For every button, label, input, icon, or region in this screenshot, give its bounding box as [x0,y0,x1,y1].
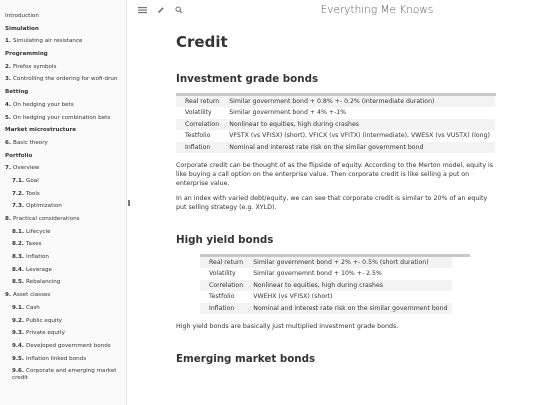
toc-item-number: 9.1. [12,304,25,311]
table-row [200,268,452,279]
toc-item-number: 9.3. [12,330,25,337]
hy-paragraph-1: High yield bonds are basically just multiplied investment grade bonds. [176,323,399,331]
toc-item-label: Basic theory [13,139,48,146]
property-name-cell: Real return [209,259,244,267]
property-name-cell: Testfolio [209,293,235,301]
ig-paragraph-2: In an index with varied debt/equity, we can see that corporate credit is similar to 20% of an equity put selling strategy (e.g. XYLD). [176,195,488,212]
property-value-cell: Nominal and interest rate risk on the similar government bond [253,304,448,312]
property-value-cell: VFSTX (vs VFISX) (short), VFICX (vs VFITX) (intermediate), VWESX (vs VUSTX) (long) [229,132,490,140]
toc-part-header [0,48,126,61]
toc-item[interactable] [0,302,126,315]
toc-item[interactable] [0,35,126,48]
toc-item-label: Firefox symbols [13,63,57,70]
page-title: Credit [176,33,228,51]
toc-item-number: 8.2. [12,241,25,248]
toc-item-number: 7. [5,165,12,172]
table-row [176,96,495,107]
toc-item-label: Lifecycle [26,228,51,235]
toc-item-label: Corporate and emerging market credit [12,368,117,381]
toc-item-number: 8.5. [12,279,25,286]
toc-item-label: Overview [13,165,40,172]
toc-item-number: 8. [5,216,12,222]
toc-item-label: Simulation [5,25,39,32]
property-name-cell: Volatility [209,270,236,278]
toc-item-number: 8.3. [12,254,25,261]
toc-item-number: 9.2. [12,317,25,324]
toc-item-label: Asset classes [13,292,51,299]
hy-table-wrapper [200,254,470,314]
toc-item-label: Goal [26,177,39,184]
toc-item-label: On hedging your combination bets [13,114,111,121]
toc-item-label: Private equity [26,330,65,337]
table-row [200,303,452,314]
table-row [200,280,452,291]
toc-part-header [0,86,126,99]
property-value-cell: Nonlinear to equities, high during crashes [253,281,383,289]
toc-item[interactable] [0,112,126,125]
table-row [176,107,495,118]
table-row [200,291,452,302]
toc-item[interactable] [0,213,126,226]
toc-part-header [0,150,126,163]
toc-item[interactable] [0,99,126,112]
ig-properties-table [176,96,495,153]
property-value-cell: VWEHX (vs VFISX) (short) [253,293,333,301]
toc-item[interactable] [0,289,126,302]
hy-properties-table [200,257,452,314]
toc-item-label: Controlling the ordering for wofi-drun [13,76,118,83]
toc-item-label: Programming [5,51,48,58]
toc-item-label: Inflation [26,254,49,261]
toc-part-header [0,23,126,36]
property-value-cell: Similar government bond + 4% +-1% [229,109,347,117]
section-heading-high-yield: High yield bonds [176,234,274,247]
table-row [176,130,495,141]
table-row [176,142,495,153]
toc-item-number: 8.4. [12,266,25,273]
toc-item[interactable] [0,73,126,86]
toc-item[interactable] [0,61,126,74]
toc-item[interactable] [0,238,126,251]
toc-item-number: 7.2. [12,190,25,197]
toc-item[interactable] [0,340,126,353]
toc-item-label: Leverage [26,266,52,273]
sidebar-resize-handle[interactable] [128,200,130,206]
toc-item-label: Cash [26,304,40,311]
property-value-cell: Nominal and interest rate risk on the similar government bond [229,143,424,151]
toc-item-number: 9.5. [12,355,25,362]
toc-item-label: Rebalancing [26,279,61,286]
property-name-cell: Inflation [209,304,235,312]
main-content [176,22,496,365]
toc-item-number: 4. [5,101,12,108]
toc-item-label: Inflation linked bonds [26,355,87,362]
toc-item-number: 9.4. [12,342,25,349]
toc-item[interactable] [0,162,126,175]
property-name-cell: Correlation [185,120,220,128]
toc-item[interactable] [0,188,126,201]
toc-list [0,0,126,385]
sidebar-toc [0,0,127,405]
section-heading-emerging-market: Emerging market bonds [176,353,316,366]
property-name-cell: Volatility [185,109,212,117]
toc-item[interactable] [0,251,126,264]
toc-item[interactable] [0,276,126,289]
toc-item[interactable] [0,200,126,213]
search-icon[interactable] [174,6,184,16]
toc-item-label: Optimization [26,203,62,210]
toc-item-number: 6. [5,139,12,146]
property-name-cell: Testfolio [185,132,211,140]
toc-item-label: Betting [5,89,29,96]
toc-item-label: Taxes [26,241,42,248]
property-name-cell: Real return [185,98,220,105]
toc-item-number: 8.1. [12,228,25,235]
toc-item[interactable] [0,175,126,188]
property-value-cell: Similar government bond + 2% +- 0.5% (short duration) [253,259,429,267]
toc-item-label: Introduction [5,13,39,19]
table-row [176,119,495,130]
toc-item-number: 5. [5,114,12,121]
toc-item[interactable] [0,10,126,23]
property-value-cell: Nonlinear to equities, high during crashes [229,120,359,128]
toc-item-label: Portfolio [5,152,33,159]
menu-icon[interactable] [137,6,147,16]
book-title: Everything Me Knows [320,4,434,16]
toc-item-number: 9. [5,292,12,299]
toc-item-label: Tools [26,190,40,197]
toc-item-number: 1. [5,38,12,45]
toc-item-number: 9.6. [12,368,25,375]
toc-item-label: Public equity [26,317,62,324]
toc-item-label: On hedging your bets [13,101,74,108]
toc-item[interactable] [0,226,126,239]
menu-bar [127,0,540,22]
property-value-cell: Similar governemnt bond + 10% +- 2.5% [253,270,382,278]
toc-item-number: 7.1. [12,177,25,184]
toc-item-number: 3. [5,76,12,83]
property-name-cell: Inflation [185,143,211,151]
ig-paragraph-1: Corporate credit can be thought of as the flipside of equity. According to the Merton model, equity is like buying a call option on the enterprise value. Then corporate credit is like selling a put on enterprise value. [176,162,494,188]
toc-part-header [0,124,126,137]
section-heading-investment-grade: Investment grade bonds [176,73,319,85]
table-row [200,257,452,268]
toc-item[interactable] [0,365,120,384]
toc-item-label: Market microstructure [5,127,77,134]
property-value-cell: Similar government bond + 0.8% +- 0.2% (intermediate duration) [229,98,435,105]
toc-item-label: Simulating air resistance [13,38,83,45]
toc-item[interactable] [0,264,126,277]
toc-item-label: Developed government bonds [26,342,111,349]
toc-item[interactable] [0,327,126,340]
pencil-icon[interactable] [156,6,166,16]
toc-item[interactable] [0,137,126,150]
toc-item[interactable] [0,353,126,366]
toc-item-label: Practical considerations [13,216,80,222]
toc-item[interactable] [0,315,126,328]
toc-item-number: 7.3. [12,203,25,210]
property-name-cell: Correlation [209,281,244,289]
ig-table-wrapper [176,93,496,153]
toc-item-number: 2. [5,63,12,70]
